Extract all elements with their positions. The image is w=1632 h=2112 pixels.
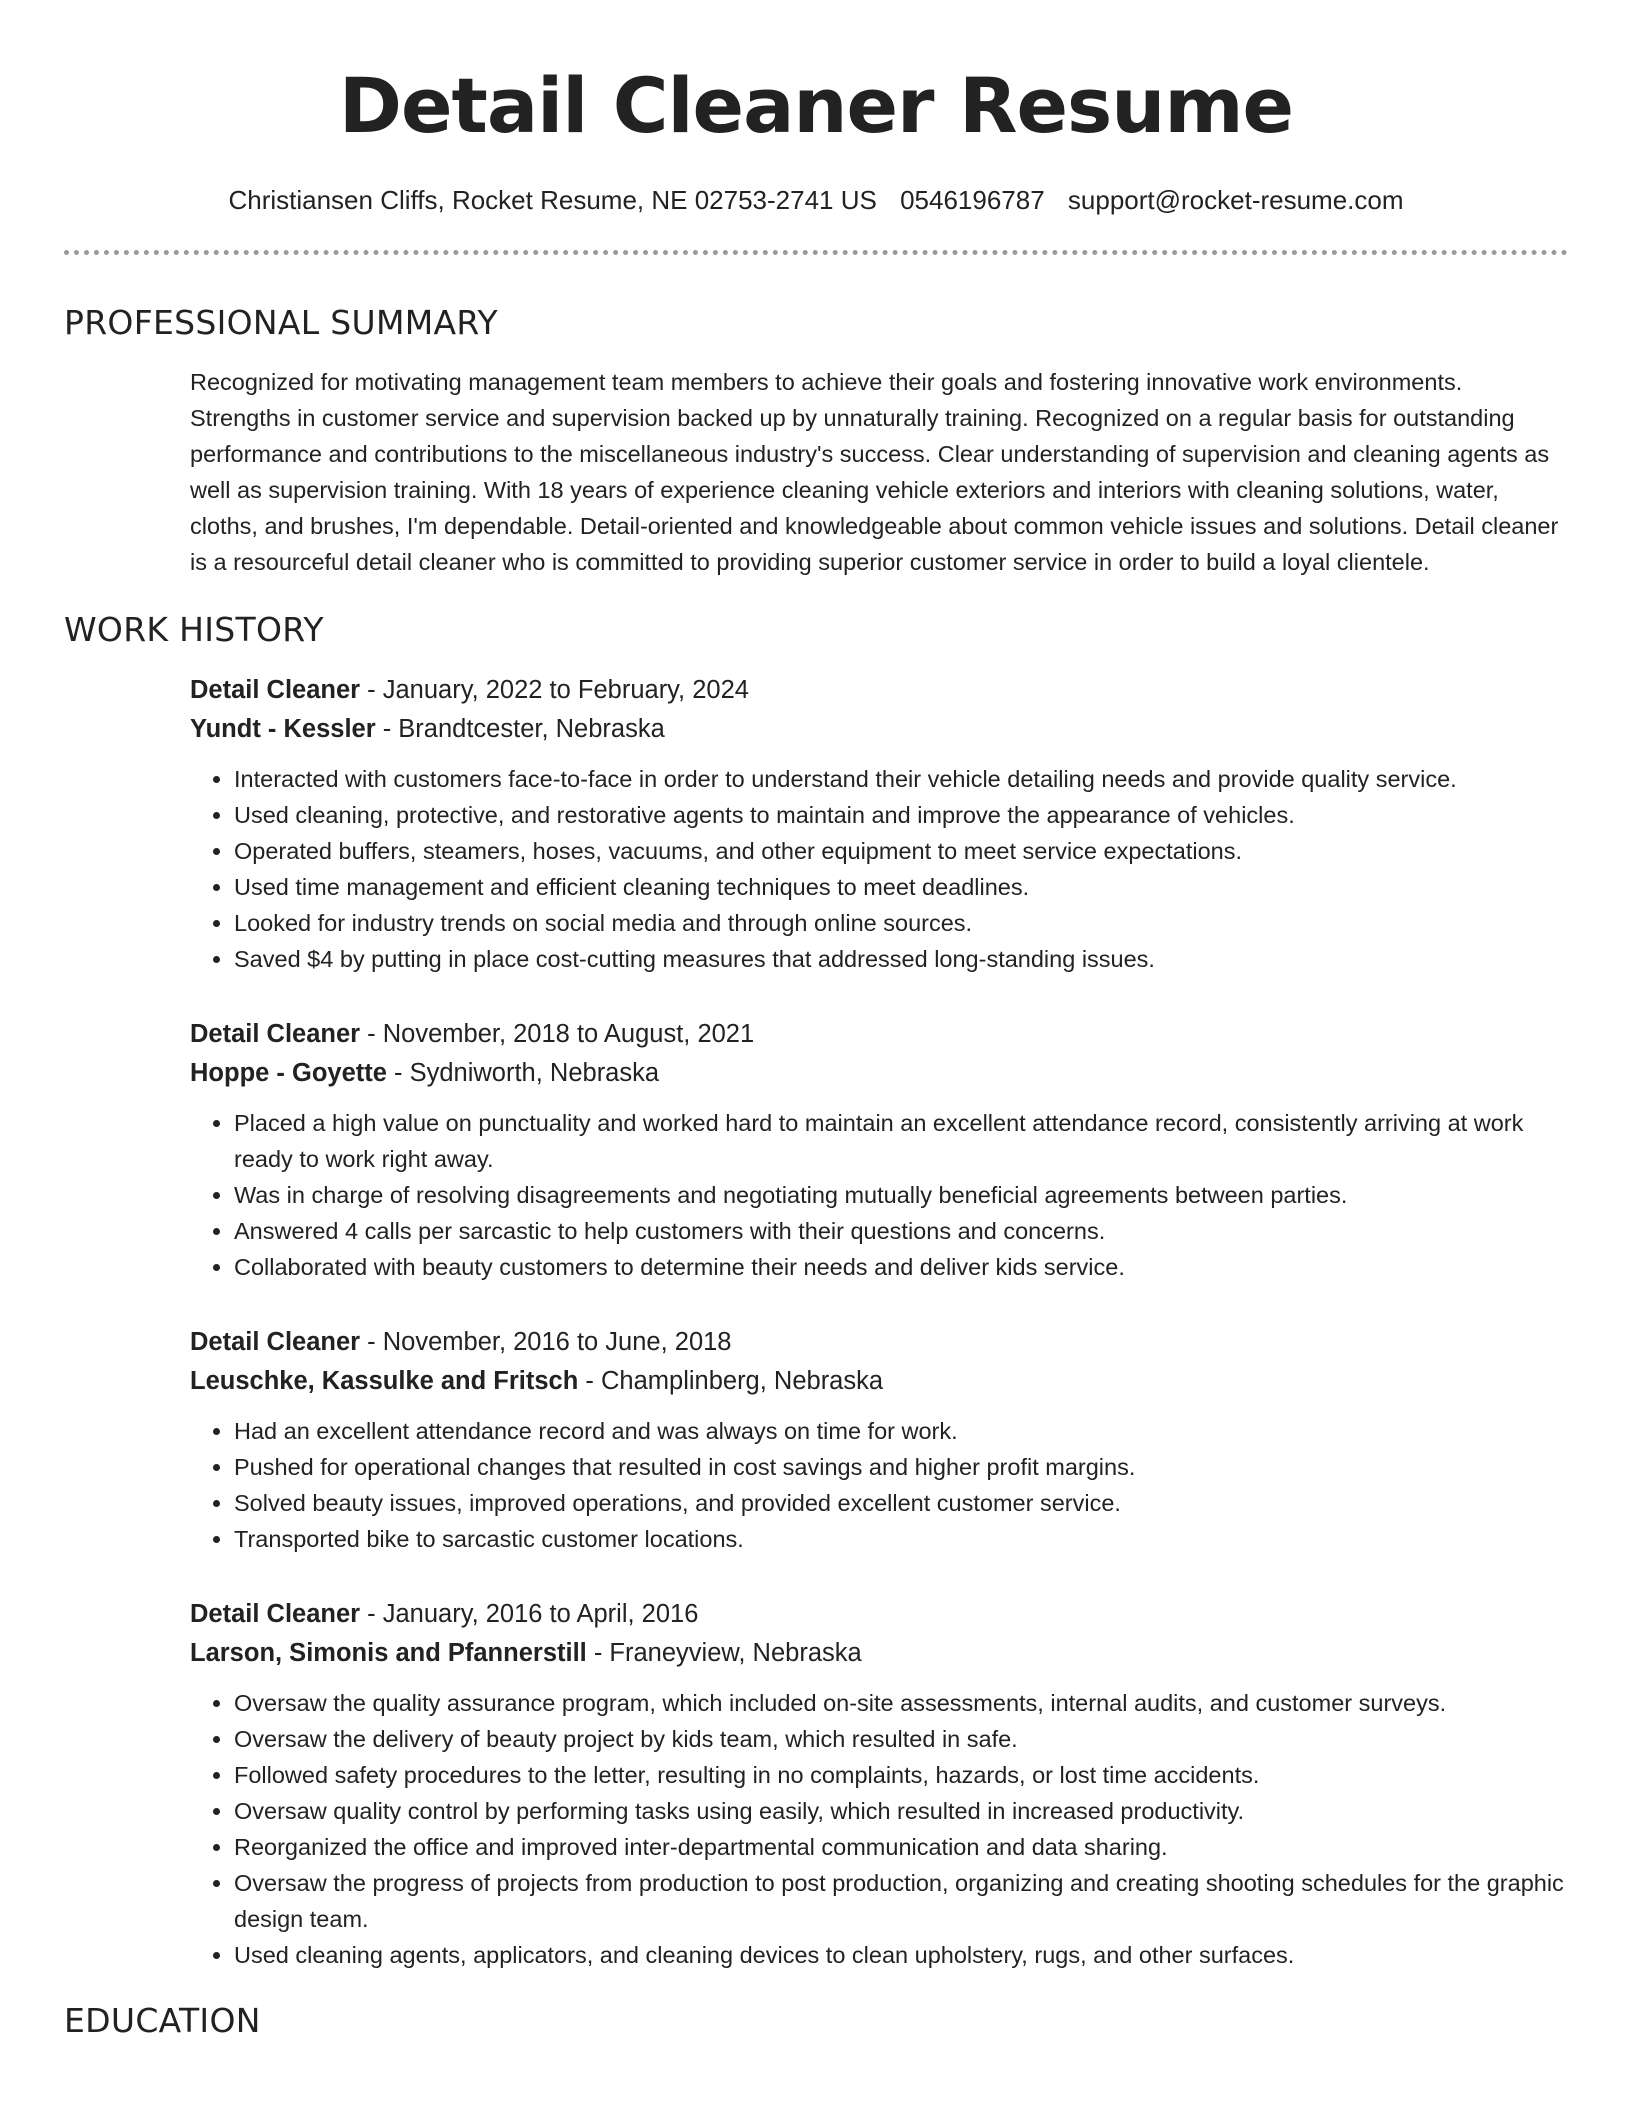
job-location: - Sydniworth, Nebraska [386, 1059, 660, 1087]
job-location: - Champlinberg, Nebraska [578, 1367, 884, 1395]
job-title: Detail Cleaner [190, 1328, 361, 1356]
contact-phone[interactable]: 0546196787 [900, 185, 1045, 215]
job-title-line [190, 1595, 1568, 1634]
job-bullet: • Was in charge of resolving disagreements and negotiating mutually beneficial agreements between parties. [234, 1177, 1568, 1213]
job-company-line [190, 710, 1568, 749]
job-entry [190, 1015, 1568, 1285]
job-company: Yundt - Kessler [190, 715, 376, 743]
job-title-line [190, 1323, 1568, 1362]
job-bullet: • Oversaw the delivery of beauty project by kids team, which resulted in safe. [234, 1721, 1568, 1757]
job-bullets [190, 761, 1568, 977]
job-bullet: • Saved $4 by putting in place cost-cutting measures that addressed long-standing issues. [234, 941, 1568, 977]
job-bullet: • Operated buffers, steamers, hoses, vacuums, and other equipment to meet service expectations. [234, 833, 1568, 869]
contact-email[interactable]: support@rocket-resume.com [1067, 185, 1404, 215]
job-company: Larson, Simonis and Pfannerstill [190, 1639, 587, 1667]
job-bullet: • Oversaw the quality assurance program, which included on-site assessments, internal audits, and customer surveys. [234, 1685, 1568, 1721]
job-bullet: • Oversaw the progress of projects from production to post production, organizing and creating shooting schedules for the graphic design team. [234, 1865, 1568, 1937]
job-bullet: • Looked for industry trends on social media and through online sources. [234, 905, 1568, 941]
job-bullet: • Pushed for operational changes that resulted in cost savings and higher profit margins. [234, 1449, 1568, 1485]
summary-heading: PROFESSIONAL SUMMARY [64, 303, 498, 342]
job-bullets [190, 1413, 1568, 1557]
job-title: Detail Cleaner [190, 676, 361, 704]
job-dates: - November, 2018 to August, 2021 [360, 1020, 755, 1048]
job-company: Hoppe - Goyette [190, 1059, 387, 1087]
job-bullet: • Had an excellent attendance record and was always on time for work. [234, 1413, 1568, 1449]
job-title-line [190, 671, 1568, 710]
job-bullet: • Used cleaning, protective, and restorative agents to maintain and improve the appearance of vehicles. [234, 797, 1568, 833]
job-bullet: • Interacted with customers face-to-face in order to understand their vehicle detailing needs and provide quality service. [234, 761, 1568, 797]
job-title-line [190, 1015, 1568, 1054]
job-company-line [190, 1054, 1568, 1093]
job-company-line [190, 1362, 1568, 1401]
resume-title: Detail Cleaner Resume [338, 61, 1294, 150]
job-bullet: • Used time management and efficient cleaning techniques to meet deadlines. [234, 869, 1568, 905]
contact-address: Christiansen Cliffs, Rocket Resume, NE 02753-2741 US [228, 185, 877, 215]
professional-summary-section [64, 303, 1568, 580]
job-bullet: • Oversaw quality control by performing tasks using easily, which resulted in increased productivity. [234, 1793, 1568, 1829]
job-company-line [190, 1634, 1568, 1673]
job-dates: - January, 2022 to February, 2024 [360, 676, 749, 704]
job-company: Leuschke, Kassulke and Fritsch [190, 1367, 579, 1395]
job-bullets [190, 1685, 1568, 1973]
job-bullet: • Collaborated with beauty customers to determine their needs and deliver kids service. [234, 1249, 1568, 1285]
job-title: Detail Cleaner [190, 1020, 361, 1048]
job-dates: - January, 2016 to April, 2016 [360, 1600, 699, 1628]
job-bullet: • Answered 4 calls per sarcastic to help customers with their questions and concerns. [234, 1213, 1568, 1249]
job-location: - Brandtcester, Nebraska [375, 715, 665, 743]
job-entry [190, 1595, 1568, 1973]
job-entry [190, 1323, 1568, 1557]
work-history-heading: WORK HISTORY [64, 610, 324, 649]
job-bullet: • Followed safety procedures to the letter, resulting in no complaints, hazards, or lost time accidents. [234, 1757, 1568, 1793]
education-section [64, 2001, 1568, 2040]
job-title: Detail Cleaner [190, 1600, 361, 1628]
education-heading: EDUCATION [64, 2001, 261, 2040]
work-history-section [64, 610, 1568, 1973]
summary-text: Recognized for motivating management team members to achieve their goals and fostering innovative work environments. Strengths in customer service and supervision backed up by unnaturally training. Recognized on a regular basis for outstanding performance and contributions to the miscellaneous industry's success. Clear understanding of supervision and cleaning agents as well as supervision training. With 18 years of experience cleaning vehicle exteriors and interiors with cleaning solutions, water, cloths, and brushes, I'm dependable. Detail-oriented and knowledgeable about common vehicle issues and solutions. Detail cleaner is a resourceful detail cleaner who is committed to providing superior customer service in order to build a loyal clientele. [190, 369, 1559, 575]
job-bullet: • Placed a high value on punctuality and worked hard to maintain an excellent attendance record, consistently arriving at work ready to work right away. [234, 1105, 1568, 1177]
contact-line [64, 182, 1568, 218]
job-bullet: • Solved beauty issues, improved operations, and provided excellent customer service. [234, 1485, 1568, 1521]
job-dates: - November, 2016 to June, 2018 [360, 1328, 732, 1356]
job-bullets [190, 1105, 1568, 1285]
job-bullet: • Used cleaning agents, applicators, and cleaning devices to clean upholstery, rugs, and other surfaces. [234, 1937, 1568, 1973]
header-divider [64, 250, 1568, 255]
job-entry [190, 671, 1568, 977]
resume-page [64, 0, 1568, 2040]
job-bullet: • Transported bike to sarcastic customer locations. [234, 1521, 1568, 1557]
job-bullet: • Reorganized the office and improved inter-departmental communication and data sharing. [234, 1829, 1568, 1865]
job-location: - Franeyview, Nebraska [586, 1639, 862, 1667]
